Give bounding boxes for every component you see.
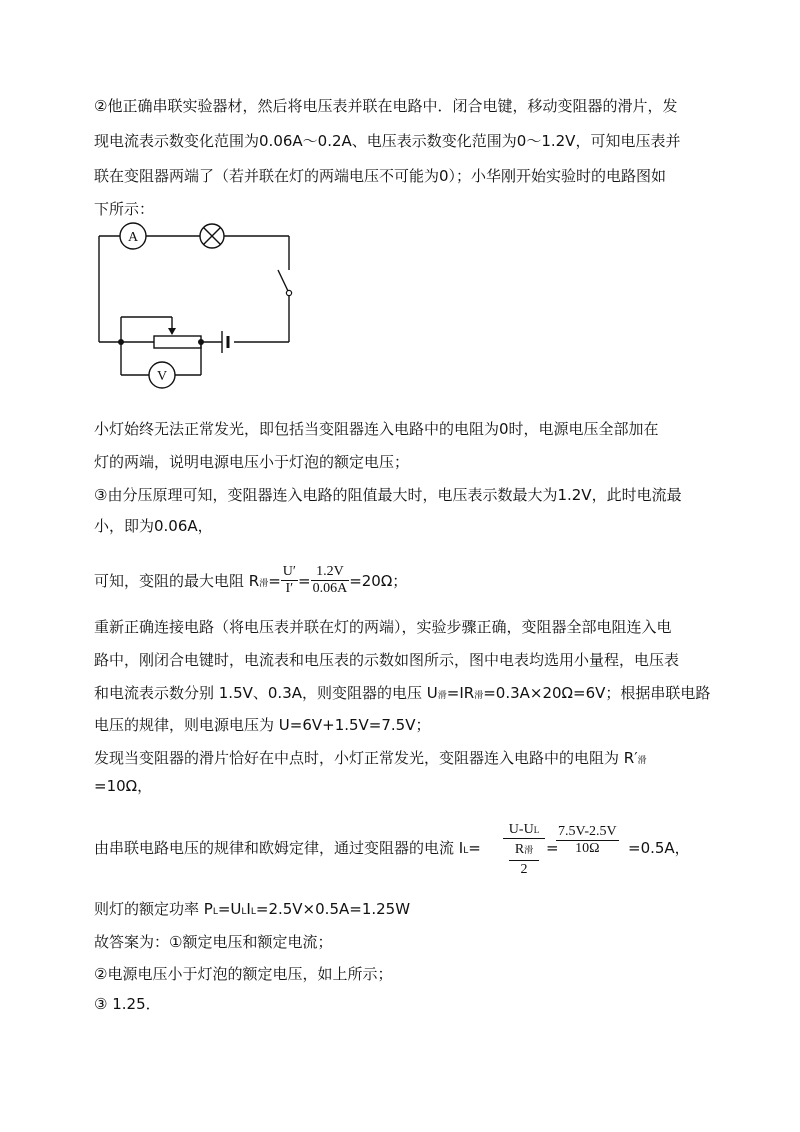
text-segment: 则灯的额定功率 P [94, 900, 213, 918]
text-segment: 发现当变阻器的滑片恰好在中点时，小灯正常发光，变阻器连入电路中的电阻为 R′ [94, 749, 638, 767]
circuit-diagram [94, 220, 304, 395]
text-segment: R [514, 842, 525, 857]
text-line: 小灯始终无法正常发光，即包括当变阻器连入电路中的电阻为0时，电源电压全部加在 [94, 420, 659, 438]
formula-result: =20Ω； [349, 571, 408, 590]
text-segment: I [246, 900, 251, 918]
answer-line: 故答案为：①额定电压和额定电流； [94, 933, 333, 951]
text-segment: 和电流表示数分别 1.5V、0.3A，则变阻器的电压 U [94, 684, 438, 702]
text-line: 联在变阻器两端了（若并联在灯的两端电压不可能为0）；小华刚开始实验时的电路图如 [94, 167, 667, 185]
ammeter-label: A [127, 230, 139, 245]
denominator: I′ [285, 581, 294, 596]
subscript: 滑 [474, 691, 484, 701]
text-line: ③由分压原理可知，变阻器连入电路的阻值最大时，电压表示数最大为1.2V，此时电流最 [94, 486, 682, 504]
subscript: 滑 [437, 691, 447, 701]
formula-max-resistance [94, 560, 407, 601]
text-line: =10Ω， [94, 777, 153, 795]
formula-prefix: 可知，变阻的最大电阻 R [94, 571, 260, 590]
lamp-icon [200, 224, 224, 248]
text-line: 灯的两端，说明电源电压小于灯泡的额定电压； [94, 453, 410, 471]
voltmeter [149, 362, 175, 388]
answer-line: ③ 1.25． [94, 995, 161, 1013]
compound-fraction [503, 822, 545, 879]
text-segment: 由串联电路电压的规律和欧姆定律，通过变阻器的电流 I [94, 839, 464, 857]
subscript: L [212, 907, 218, 917]
fraction [281, 564, 298, 597]
subscript: L [241, 907, 247, 917]
text-line: 路中，刚闭合电键时，电流表和电压表的示数如图所示，图中电表均选用小量程，电压表 [94, 651, 680, 669]
text-line: ②他正确串联实验器材，然后将电压表并联在电路中．闭合电键，移动变阻器的滑片，发 [94, 97, 678, 115]
text-segment: =0.3A×20Ω=6V；根据串联电路 [483, 684, 711, 702]
equals-sign: = [297, 571, 311, 590]
text-line: 重新正确连接电路（将电压表并联在灯的两端），实验步骤正确，变阻器全部电阻连入电 [94, 618, 672, 636]
numerator: 1.2V [311, 564, 350, 581]
subscript: 滑 [524, 845, 534, 855]
fraction [311, 564, 350, 597]
denominator: 0.06A [312, 581, 348, 596]
ammeter [120, 223, 146, 249]
subscript: L [250, 907, 256, 917]
denominator: 10Ω [575, 841, 600, 856]
denominator-bottom: 2 [509, 860, 539, 879]
text-line [94, 683, 710, 706]
answer-line: ②电源电压小于灯泡的额定电压，如上所示； [94, 965, 393, 983]
voltmeter-label: V [156, 369, 168, 384]
fraction [556, 824, 619, 857]
text-segment: U-U [508, 822, 534, 837]
subscript: L [533, 825, 540, 835]
equals-sign: = [268, 571, 281, 590]
text-segment: =IR [446, 684, 475, 702]
text-segment: =U [217, 900, 242, 918]
numerator: U′ [282, 564, 296, 579]
text-line: 现电流表示数变化范围为0.06A～0.2A、电压表示数变化范围为0～1.2V，可知电压表并 [94, 132, 681, 150]
text-line: 下所示： [94, 200, 155, 218]
text-line: 小，即为0.06A， [94, 517, 213, 535]
numerator: 7.5V-2.5V [558, 824, 617, 839]
numerator [503, 822, 545, 839]
formula-result: =0.5A， [628, 839, 690, 857]
denominator [503, 842, 545, 858]
text-line [94, 899, 410, 922]
text-line: 电压的规律，则电源电压为 U=6V+1.5V=7.5V； [94, 716, 431, 734]
text-line [94, 748, 647, 771]
subscript: 滑 [259, 578, 269, 589]
equals-sign: = [468, 839, 481, 857]
subscript: 滑 [637, 756, 647, 766]
formula-prefix [94, 838, 481, 861]
equals-sign: = [546, 839, 559, 857]
text-segment: =2.5V×0.5A=1.25W [255, 900, 411, 918]
subscript: L [463, 846, 469, 856]
